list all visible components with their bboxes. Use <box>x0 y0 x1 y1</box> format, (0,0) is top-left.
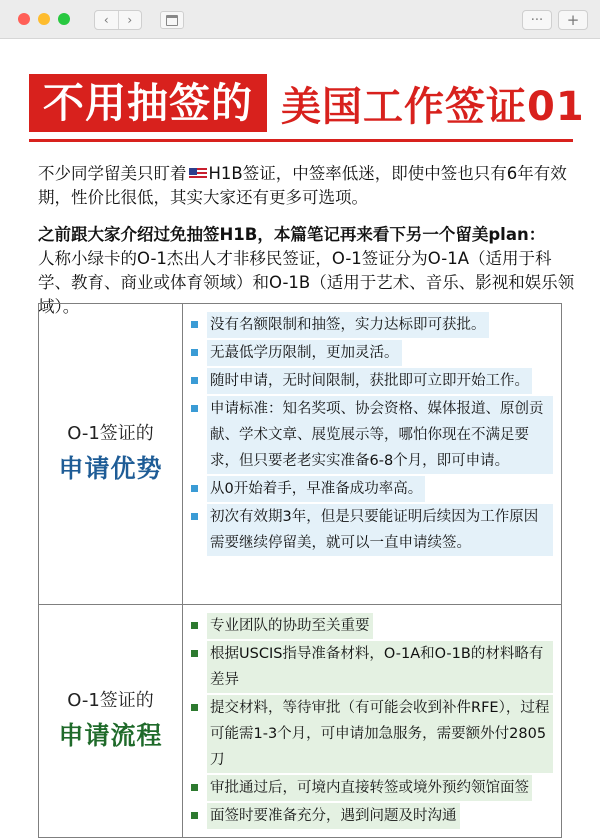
bullet-icon <box>191 513 198 520</box>
note-content <box>0 39 600 824</box>
intro-paragraph <box>38 162 578 210</box>
zoom-window-button[interactable] <box>58 13 70 25</box>
bullet-icon <box>191 485 198 492</box>
page-title <box>29 73 585 133</box>
new-tab-button[interactable] <box>558 10 588 30</box>
list-item: 没有名额限制和抽签，实力达标即可获批。 <box>191 312 553 338</box>
list-item: 提交材料，等待审批（有可能会收到补件RFE），过程可能需1-3个月，可申请加急服务，需要额外付2805刀 <box>191 695 553 773</box>
bullet-icon <box>191 812 198 819</box>
process-title: 申请流程 <box>58 721 163 750</box>
back-button[interactable] <box>95 11 118 29</box>
us-flag-icon <box>189 168 207 180</box>
sidebar-icon <box>166 15 178 26</box>
list-item: 根据USCIS指导准备材料，O-1A和O-1B的材料略有差异 <box>191 641 553 693</box>
bullet-icon <box>191 405 198 412</box>
process-list <box>183 605 562 838</box>
list-item: 面签时要准备充分，遇到问题及时沟通 <box>191 803 553 829</box>
bullet-icon <box>191 650 198 657</box>
more-button[interactable] <box>522 10 552 30</box>
plus-icon: + <box>566 11 580 29</box>
list-item: 无蕞低学历限制，更加灵活。 <box>191 340 553 366</box>
sidebar-toggle-button[interactable] <box>160 11 184 29</box>
intro-text-end: H1B签证，中签率低迷，即使中签也只有6年有效期，性价比很低，其实大家还有更多可选项。 <box>38 164 567 207</box>
title-text: 美国工作签证01 <box>281 83 585 130</box>
list-item: 随时申请，无时间限制，获批即可立即开始工作。 <box>191 368 553 394</box>
process-subtitle: O-1签证的 <box>67 690 154 711</box>
bullet-icon <box>191 321 198 328</box>
chevron-right-icon: › <box>127 13 133 27</box>
browser-toolbar <box>0 0 600 39</box>
title-highlight: 不用抽签的 <box>29 74 267 132</box>
advantages-subtitle: O-1签证的 <box>67 423 154 444</box>
list-item: 专业团队的协助至关重要 <box>191 613 553 639</box>
bullet-icon <box>191 622 198 629</box>
bullet-icon <box>191 349 198 356</box>
advantages-row <box>39 304 562 605</box>
nav-button-group <box>94 10 142 30</box>
list-item: 审批通过后，可境内直接转签或境外预约领馆面签 <box>191 775 553 801</box>
minimize-window-button[interactable] <box>38 13 50 25</box>
advantages-header <box>39 304 183 605</box>
intro-text-start: 不少同学留美只盯着 <box>38 164 187 183</box>
chevron-left-icon: ‹ <box>103 13 109 27</box>
bullet-icon <box>191 704 198 711</box>
close-window-button[interactable] <box>18 13 30 25</box>
forward-button[interactable] <box>118 11 142 29</box>
advantages-title: 申请优势 <box>58 454 163 483</box>
bullet-icon <box>191 377 198 384</box>
bullet-icon <box>191 784 198 791</box>
plan-lead: 之前跟大家介绍过免抽签H1B，本篇笔记再来看下另一个留美plan： <box>38 225 546 244</box>
advantages-list <box>183 304 562 605</box>
process-row <box>39 605 562 838</box>
list-item: 申请标准：知名奖项、协会资格、媒体报道、原创贡献、学术文章、展览展示等，哪怕你现在不满足要求，但只要老老实实准备6-8个月，即可申请。 <box>191 396 553 474</box>
ellipsis-icon: ··· <box>530 12 544 28</box>
o1-info-table <box>38 303 562 838</box>
list-item: 从0开始着手，早准备成功率高。 <box>191 476 553 502</box>
plan-body: 人称小绿卡的O-1杰出人才非移民签证，O-1签证分为O-1A（适用于科学、教育、商业或体育领域）和O-1B（适用于艺术、音乐、影视和娱乐领域）。 <box>38 249 575 316</box>
list-item: 初次有效期3年，但是只要能证明后续因为工作原因需要继续停留美，就可以一直申请续签。 <box>191 504 553 556</box>
process-header <box>39 605 183 838</box>
title-underline <box>29 139 573 142</box>
